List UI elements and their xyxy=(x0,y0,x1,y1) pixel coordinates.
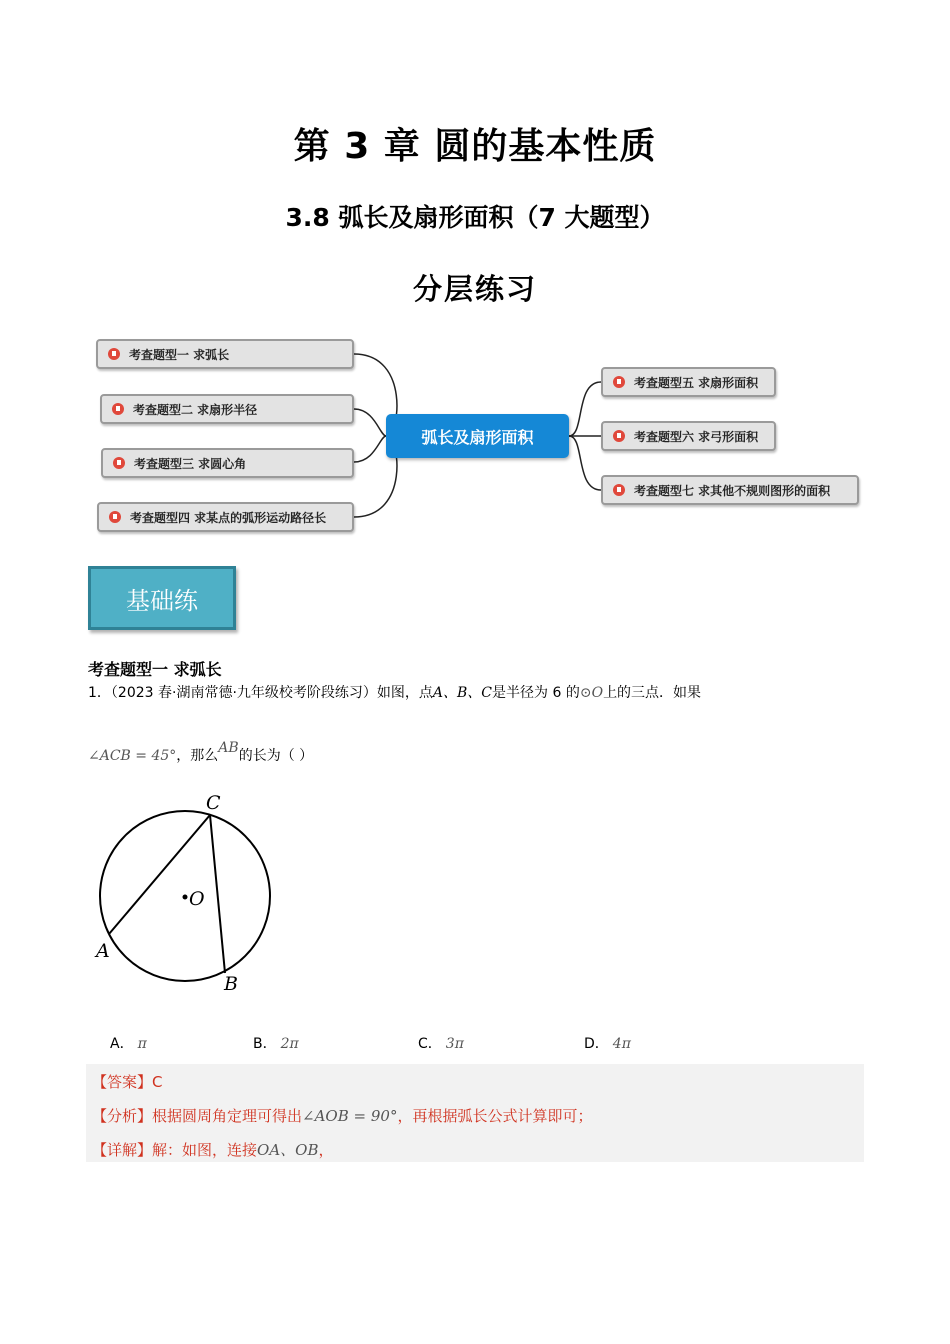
flag-icon xyxy=(108,348,120,360)
analysis-expression: ∠AOB = 90° xyxy=(302,1107,398,1125)
section-title: 3.8 弧长及扇形面积（7 大题型） xyxy=(285,203,665,232)
option-value: 3π xyxy=(445,1036,464,1052)
point-names: A、B、C xyxy=(432,685,493,701)
question-type-heading: 考查题型一 求弧长 xyxy=(88,660,222,679)
arc-expression: AB xyxy=(218,740,239,756)
option-label: A． xyxy=(110,1036,134,1052)
analysis-text: ，再根据弧长公式计算即可； xyxy=(397,1107,593,1125)
option-label: B． xyxy=(253,1036,277,1052)
mindmap-node-type6 xyxy=(601,421,776,451)
question-text: ，那么 xyxy=(176,748,219,764)
mindmap-node-type3 xyxy=(101,448,354,478)
mindmap-node-type5 xyxy=(601,367,776,397)
question-text: 上的三点．如果 xyxy=(603,685,702,701)
mindmap-node-type1 xyxy=(96,339,354,369)
mindmap-node-label: 考查题型六 求弓形面积 xyxy=(634,429,759,444)
answer-value: C xyxy=(152,1073,163,1091)
detail-tag: 【详解】 xyxy=(92,1141,153,1159)
question-stem-line2 xyxy=(88,740,314,765)
label-a: A xyxy=(96,940,110,962)
circle-figure xyxy=(90,788,290,998)
option-b xyxy=(253,1033,299,1053)
option-a xyxy=(110,1033,147,1053)
option-value: π xyxy=(137,1036,147,1052)
section-basic-practice: 基础练 xyxy=(88,566,236,630)
question-stem xyxy=(88,682,701,702)
layer-title: 分层练习 xyxy=(412,272,537,306)
mindmap-node-type2 xyxy=(100,394,354,424)
option-c xyxy=(418,1033,464,1053)
mindmap-node-type4 xyxy=(97,502,354,532)
circle-expression: ⊙O xyxy=(579,685,604,701)
question-text: 是半径为 6 的 xyxy=(492,685,580,701)
answer-tag: 【答案】 xyxy=(92,1073,153,1091)
label-o: O xyxy=(189,888,205,910)
center-point xyxy=(183,895,188,900)
analysis-tag: 【分析】 xyxy=(92,1107,153,1125)
question-text: 如图，点 xyxy=(376,685,433,701)
question-text: 的长为（ ） xyxy=(238,748,314,764)
mindmap-node-label: 考查题型二 求扇形半径 xyxy=(133,402,258,417)
option-value: 4π xyxy=(612,1036,631,1052)
analysis-line xyxy=(92,1105,592,1126)
mindmap-node-label: 考查题型七 求其他不规则图形的面积 xyxy=(634,483,831,498)
flag-icon xyxy=(109,511,121,523)
question-number: 1． xyxy=(88,685,111,701)
mindmap-center-node: 弧长及扇形面积 xyxy=(386,414,569,458)
mindmap-node-label: 考查题型五 求扇形面积 xyxy=(634,375,759,390)
detail-text: 解：如图，连接 xyxy=(152,1141,258,1159)
answer-line xyxy=(92,1071,163,1092)
flag-icon xyxy=(613,376,625,388)
chapter-title: 第 3 章 圆的基本性质 xyxy=(293,126,657,167)
detail-text: ， xyxy=(318,1141,334,1159)
label-b: B xyxy=(224,973,238,995)
flag-icon xyxy=(613,430,625,442)
flag-icon xyxy=(613,484,625,496)
detail-expression: OA、OB xyxy=(257,1141,319,1159)
analysis-text: 根据圆周角定理可得出 xyxy=(152,1107,303,1125)
flag-icon xyxy=(112,403,124,415)
option-label: D． xyxy=(584,1036,609,1052)
mindmap-node-label: 考查题型四 求某点的弧形运动路径长 xyxy=(130,510,327,525)
question-source: （2023 春·湖南常德·九年级校考阶段练习） xyxy=(110,685,377,701)
chord-cb xyxy=(210,815,225,973)
angle-expression: ∠ACB = 45° xyxy=(88,748,177,764)
flag-icon xyxy=(113,457,125,469)
mindmap-node-label: 考查题型一 求弧长 xyxy=(129,347,230,362)
label-c: C xyxy=(206,792,221,814)
detail-line xyxy=(92,1139,334,1160)
option-label: C． xyxy=(418,1036,442,1052)
chord-ac xyxy=(109,815,210,934)
mindmap-node-type7 xyxy=(601,475,859,505)
option-value: 2π xyxy=(280,1036,299,1052)
option-d xyxy=(584,1033,631,1053)
mindmap-node-label: 考查题型三 求圆心角 xyxy=(134,456,247,471)
